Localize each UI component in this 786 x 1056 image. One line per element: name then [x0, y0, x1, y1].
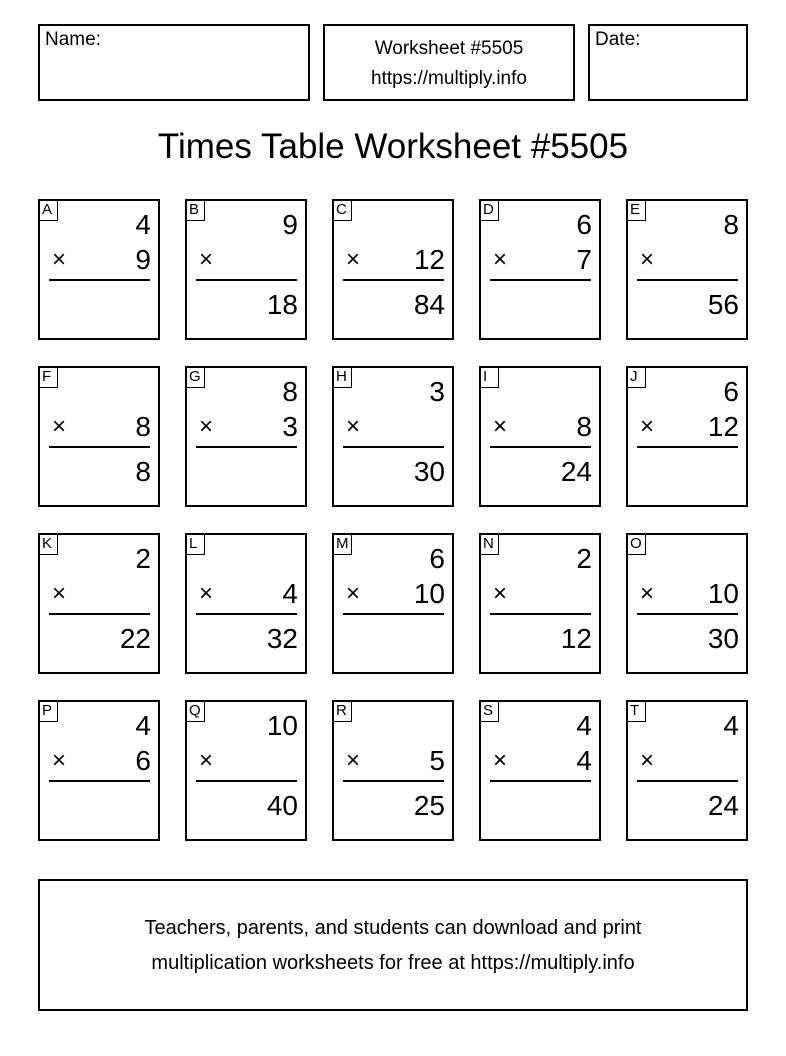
- problem-rule: [49, 279, 150, 281]
- problem-bottom-factor: 5: [429, 745, 445, 776]
- problem-bottom-factor: 4: [282, 578, 298, 609]
- multiply-sign: ×: [640, 747, 655, 774]
- problem-cell: [332, 700, 454, 841]
- problem-top-factor: 2: [576, 543, 592, 574]
- problem-top-factor: 2: [135, 543, 151, 574]
- problem-top-factor: 4: [723, 710, 739, 741]
- problem-rule: [490, 279, 591, 281]
- problem-cell: [185, 199, 307, 340]
- problem-answer: 24: [707, 790, 739, 821]
- problem-letter: L: [185, 533, 205, 555]
- problem-top-factor: 6: [429, 543, 445, 574]
- problem-answer: 30: [413, 456, 445, 487]
- problem-rule: [49, 780, 150, 782]
- problem-top-factor: 3: [429, 376, 445, 407]
- footer-line-1: Teachers, parents, and students can download and print: [144, 917, 642, 939]
- multiply-sign: ×: [493, 747, 508, 774]
- problem-rule: [196, 279, 297, 281]
- problem-cell: [185, 700, 307, 841]
- name-field-box: [38, 24, 310, 101]
- multiply-sign: ×: [346, 413, 361, 440]
- problem-letter: F: [38, 366, 58, 388]
- multiply-sign: ×: [640, 413, 655, 440]
- problem-cell: [479, 199, 601, 340]
- problem-rule: [196, 613, 297, 615]
- problem-bottom-factor: 12: [413, 244, 445, 275]
- problem-top-factor: 6: [576, 209, 592, 240]
- problem-rule: [49, 613, 150, 615]
- problem-bottom-factor: 10: [413, 578, 445, 609]
- problem-bottom-factor: 8: [135, 411, 151, 442]
- problem-rule: [343, 780, 444, 782]
- problem-letter: E: [626, 199, 646, 221]
- problem-letter: A: [38, 199, 58, 221]
- problem-letter: H: [332, 366, 352, 388]
- problem-rule: [637, 780, 738, 782]
- multiply-sign: ×: [199, 246, 214, 273]
- problem-answer: 56: [707, 289, 739, 320]
- problem-cell: [626, 199, 748, 340]
- problem-top-factor: 4: [135, 710, 151, 741]
- problem-cell: [332, 533, 454, 674]
- date-field-box: [588, 24, 748, 101]
- problem-bottom-factor: 8: [576, 411, 592, 442]
- multiply-sign: ×: [199, 413, 214, 440]
- problem-letter: Q: [185, 700, 205, 722]
- problem-rule: [49, 446, 150, 448]
- problem-cell: [38, 533, 160, 674]
- multiply-sign: ×: [199, 747, 214, 774]
- problem-answer: 30: [707, 623, 739, 654]
- problem-top-factor: 10: [266, 710, 298, 741]
- problem-letter: B: [185, 199, 205, 221]
- problem-top-factor: 9: [282, 209, 298, 240]
- problem-answer: 40: [266, 790, 298, 821]
- problem-bottom-factor: 10: [707, 578, 739, 609]
- problem-bottom-factor: 3: [282, 411, 298, 442]
- page-title: Times Table Worksheet #5505: [157, 127, 629, 166]
- multiply-sign: ×: [346, 747, 361, 774]
- problem-cell: [38, 700, 160, 841]
- problem-letter: G: [185, 366, 205, 388]
- problem-answer: 25: [413, 790, 445, 821]
- multiply-sign: ×: [640, 580, 655, 607]
- problem-cell: [479, 366, 601, 507]
- problem-rule: [490, 446, 591, 448]
- multiply-sign: ×: [346, 246, 361, 273]
- problem-top-factor: 8: [723, 209, 739, 240]
- multiply-sign: ×: [199, 580, 214, 607]
- problem-cell: [626, 700, 748, 841]
- name-label: Name:: [45, 29, 101, 50]
- problem-rule: [196, 780, 297, 782]
- problem-cell: [332, 199, 454, 340]
- multiply-sign: ×: [493, 246, 508, 273]
- problem-cell: [38, 366, 160, 507]
- problem-rule: [196, 446, 297, 448]
- multiply-sign: ×: [493, 580, 508, 607]
- problem-cell: [185, 533, 307, 674]
- problem-letter: O: [626, 533, 646, 555]
- multiply-sign: ×: [52, 580, 67, 607]
- problem-answer: 8: [135, 456, 151, 487]
- problem-bottom-factor: 4: [576, 745, 592, 776]
- problem-answer: 24: [560, 456, 592, 487]
- problem-cell: [479, 700, 601, 841]
- problem-rule: [490, 613, 591, 615]
- problem-rule: [343, 446, 444, 448]
- problem-bottom-factor: 12: [707, 411, 739, 442]
- problem-cell: [38, 199, 160, 340]
- problem-answer: 22: [119, 623, 151, 654]
- problem-letter: J: [626, 366, 646, 388]
- problem-bottom-factor: 7: [576, 244, 592, 275]
- problem-letter: N: [479, 533, 499, 555]
- problem-rule: [637, 279, 738, 281]
- problem-letter: M: [332, 533, 352, 555]
- multiply-sign: ×: [640, 246, 655, 273]
- problem-letter: I: [479, 366, 499, 388]
- problem-rule: [343, 279, 444, 281]
- problem-answer: 12: [560, 623, 592, 654]
- problem-top-factor: 8: [282, 376, 298, 407]
- footer-box: [38, 879, 748, 1011]
- problem-answer: 84: [413, 289, 445, 320]
- problem-top-factor: 6: [723, 376, 739, 407]
- multiply-sign: ×: [52, 246, 67, 273]
- problem-cell: [626, 533, 748, 674]
- problem-rule: [637, 446, 738, 448]
- problem-answer: 18: [266, 289, 298, 320]
- problem-letter: R: [332, 700, 352, 722]
- problem-rule: [637, 613, 738, 615]
- problem-letter: K: [38, 533, 58, 555]
- problem-rule: [343, 613, 444, 615]
- problem-letter: C: [332, 199, 352, 221]
- worksheet-number: Worksheet #5505: [374, 38, 524, 59]
- multiply-sign: ×: [346, 580, 361, 607]
- problem-letter: S: [479, 700, 499, 722]
- problem-bottom-factor: 9: [135, 244, 151, 275]
- worksheet-info-box: [323, 24, 575, 101]
- problem-bottom-factor: 6: [135, 745, 151, 776]
- problem-rule: [490, 780, 591, 782]
- problem-letter: T: [626, 700, 646, 722]
- date-label: Date:: [595, 29, 641, 50]
- multiply-sign: ×: [52, 747, 67, 774]
- problem-cell: [479, 533, 601, 674]
- multiply-sign: ×: [493, 413, 508, 440]
- problem-letter: D: [479, 199, 499, 221]
- problem-top-factor: 4: [576, 710, 592, 741]
- problem-letter: P: [38, 700, 58, 722]
- problem-cell: [626, 366, 748, 507]
- problem-cell: [185, 366, 307, 507]
- problem-top-factor: 4: [135, 209, 151, 240]
- worksheet-site: https://multiply.info: [371, 68, 527, 89]
- problem-answer: 32: [266, 623, 298, 654]
- footer-line-2: multiplication worksheets for free at https://multiply.info: [151, 952, 635, 974]
- multiply-sign: ×: [52, 413, 67, 440]
- problem-cell: [332, 366, 454, 507]
